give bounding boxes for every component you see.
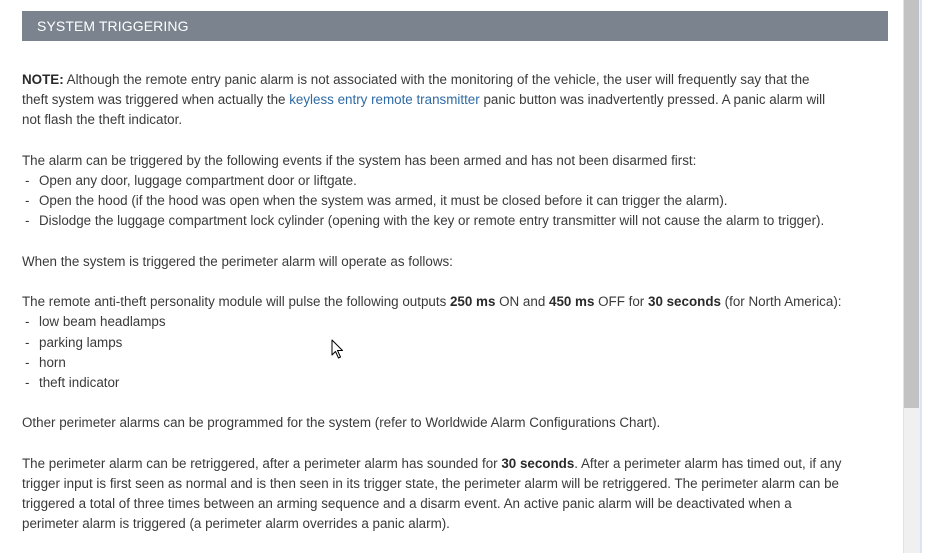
list-item: - Dislodge the luggage compartment lock cylinder (opening with the key or remote entry transmitter will not cause the alarm to trigger). (22, 211, 892, 231)
list-item: - Open any door, luggage compartment door or liftgate. (22, 171, 892, 191)
on-duration: 250 ms (449, 294, 496, 310)
note-text-1: Although the remote entry panic alarm is not associated with the monitoring of the vehicle, the user will frequently say that the (63, 72, 810, 87)
list-dash: - (25, 213, 30, 229)
note-line-1 (22, 70, 892, 90)
section-title: SYSTEM TRIGGERING (37, 18, 189, 34)
operation-paragraph (22, 252, 892, 272)
list-item: - parking lamps (22, 333, 892, 353)
note-paragraph (22, 70, 892, 131)
list-dash: - (25, 314, 30, 330)
scrollbar-thumb[interactable] (904, 0, 919, 408)
retrigger-paragraph (22, 454, 892, 535)
list-dash: - (25, 375, 30, 390)
retrigger-duration: 30 seconds (501, 455, 575, 471)
list-item: - theft indicator (22, 373, 892, 393)
other-text: Other perimeter alarms can be programmed for the system (refer to Worldwide Alarm Configurations Chart). (22, 415, 661, 431)
mouse-pointer-icon (331, 339, 345, 360)
list-dash: - (25, 193, 30, 209)
list-dash: - (25, 334, 30, 350)
list-item: - low beam headlamps (22, 312, 892, 332)
note-line-2 (22, 90, 892, 110)
retrigger-line-2: trigger input is first seen as normal and is then seen in its trigger state, the perimeter alarm will be retriggered. The perimeter alarm can be (22, 475, 839, 491)
window-edge (920, 0, 936, 553)
triggers-intro: The alarm can be triggered by the following events if the system has been armed and has not been disarmed first: (22, 152, 697, 168)
triggers-paragraph (22, 151, 892, 232)
keyless-entry-link[interactable]: keyless entry remote transmitter (289, 92, 480, 108)
list-item: - Open the hood (if the hood was open when the system was armed, it must be closed before it can trigger the alarm). (22, 191, 892, 211)
retrigger-line-4: perimeter alarm is triggered (a perimeter alarm overrides a panic alarm). (22, 516, 450, 532)
total-duration: 30 seconds (648, 294, 721, 310)
operation-intro: When the system is triggered the perimeter alarm will operate as follows: (22, 253, 453, 269)
retrigger-line-3: triggered a total of three times between an arming sequence and a disarm event. An active panic alarm will be deactivated when a (22, 496, 792, 512)
off-duration: 450 ms (549, 294, 595, 310)
pulse-intro: The remote anti-theft personality module will pulse the following outputs 250 ms ON and 450 ms OFF for 30 seconds (for North America): (22, 294, 842, 310)
list-item: - horn (22, 353, 892, 373)
other-paragraph (22, 413, 892, 433)
note-text-2a: theft system was triggered when actually the (22, 92, 290, 108)
document-content (22, 70, 892, 553)
list-dash: - (25, 173, 30, 188)
list-dash: - (25, 354, 30, 370)
pulse-paragraph (22, 292, 892, 393)
window-border (920, 0, 922, 553)
note-line-3: not flash the theft indicator. (22, 112, 183, 128)
note-text-2b: panic button was inadvertently pressed. A panic alarm will (479, 92, 826, 108)
section-header (22, 11, 888, 41)
retrigger-line-1: The perimeter alarm can be retriggered, after a perimeter alarm has sounded for 30 seconds. After a perimeter alarm has timed out, if any (22, 455, 842, 471)
note-label: NOTE: (22, 72, 64, 87)
